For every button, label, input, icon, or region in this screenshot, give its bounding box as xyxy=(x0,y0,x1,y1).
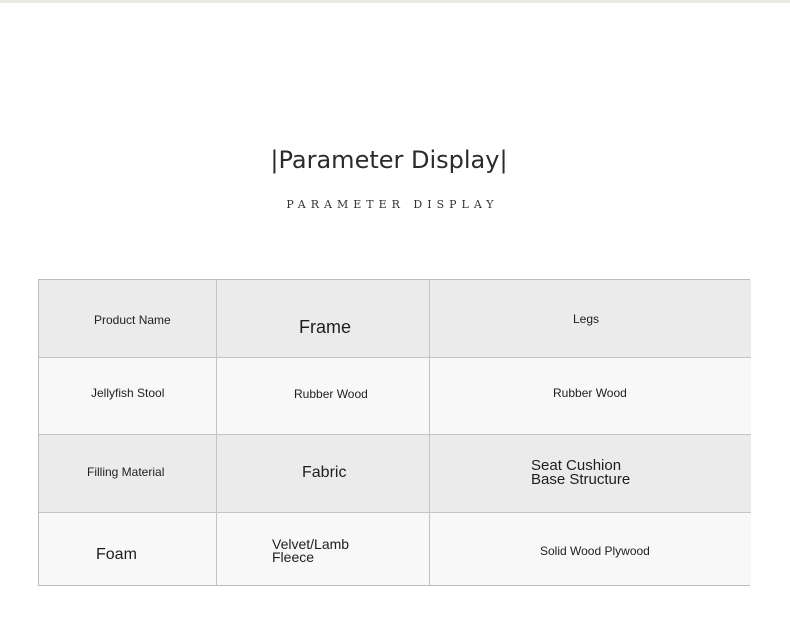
table-row xyxy=(39,512,751,585)
parameter-table xyxy=(38,279,750,586)
cell-frame-value: Rubber Wood xyxy=(294,387,368,401)
cell-legs-label: Legs xyxy=(573,312,600,326)
column-divider xyxy=(429,280,430,585)
cell-plywood-value: Solid Wood Plywood xyxy=(540,544,650,558)
velvet-line: Velvet/Lamb xyxy=(272,536,350,552)
cell-foam-value: Foam xyxy=(96,546,137,563)
cell-frame-label: Frame xyxy=(299,317,352,337)
table-row xyxy=(39,434,751,512)
column-divider xyxy=(216,280,217,585)
cell-fabric-label: Fabric xyxy=(302,464,347,481)
cell-legs-value: Rubber Wood xyxy=(553,386,627,400)
fleece-line: Fleece xyxy=(272,549,315,565)
page-title: |Parameter Display| xyxy=(270,146,508,174)
cell-filling-material-label: Filling Material xyxy=(87,465,165,479)
base-structure-line: Base Structure xyxy=(531,471,631,488)
table-row xyxy=(39,357,751,434)
cell-product-name-value: Jellyfish Stool xyxy=(91,386,165,400)
table-row xyxy=(39,280,751,357)
cell-velvet-value xyxy=(272,538,349,564)
top-strip xyxy=(0,0,790,3)
cell-seat-cushion-label xyxy=(531,459,630,487)
cell-product-name-label: Product Name xyxy=(94,313,171,327)
seat-cushion-line: Seat Cushion xyxy=(531,457,622,474)
page-subtitle: PARAMETER DISPLAY xyxy=(286,198,499,211)
